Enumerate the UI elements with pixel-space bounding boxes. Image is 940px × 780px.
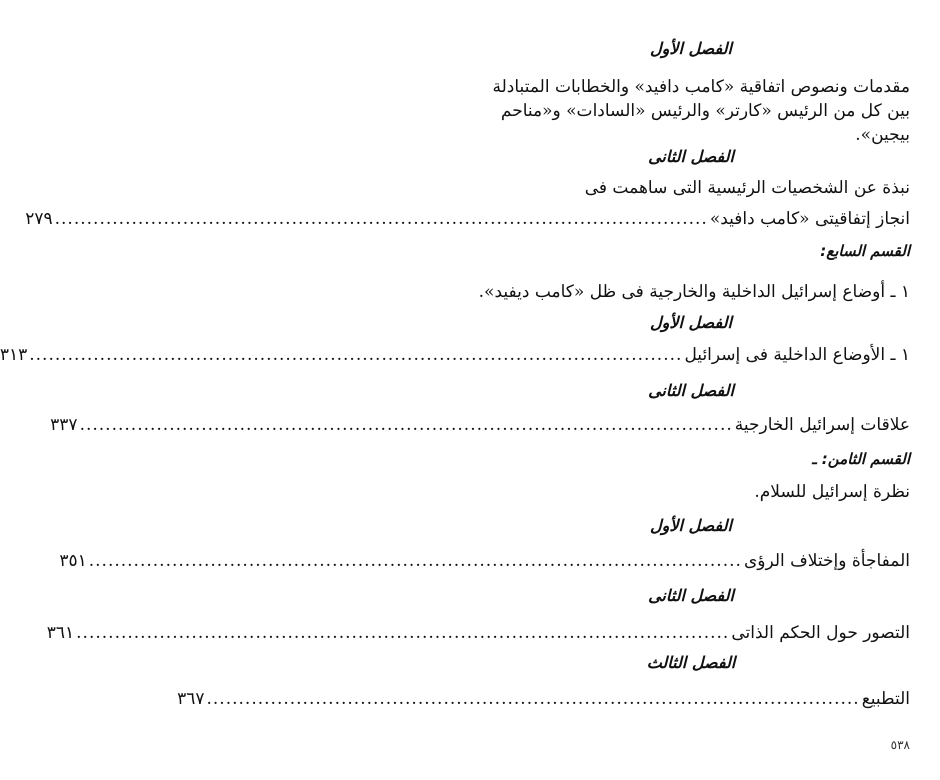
chapter-heading: الفصل الأول <box>650 516 732 535</box>
section-heading: القسم الثامن: ـ <box>812 450 910 468</box>
toc-entry-title: التصور حول الحكم الذاتى <box>731 623 910 643</box>
chapter-heading: الفصل الثانى <box>648 147 734 166</box>
chapter-heading: الفصل الثانى <box>648 381 734 400</box>
leader-dots: ...................................................................................................... <box>206 689 860 709</box>
leader-dots: ...................................................................................................... <box>88 551 742 571</box>
toc-entry <box>177 686 910 712</box>
toc-entry-title: علاقات إسرائيل الخارجية <box>734 415 910 435</box>
leader-dots: ...................................................................................................... <box>76 623 730 643</box>
chapter-heading: الفصل الأول <box>650 313 732 332</box>
conditions-paragraph: ١ ـ أوضاع إسرائيل الداخلية والخارجية فى ظل «كامب ديفيد». <box>478 282 910 302</box>
toc-entry-page: ٣٣٧ <box>50 415 78 435</box>
toc-entry <box>25 206 910 232</box>
toc-entry-page: ٢٧٩ <box>25 209 53 229</box>
page-number: ٥٣٨ <box>890 738 910 752</box>
toc-entry-page: ٣٦٧ <box>177 689 205 709</box>
toc-entry-title: ١ ـ الأوضاع الداخلية فى إسرائيل <box>684 345 910 365</box>
leader-dots: ...................................................................................................... <box>54 209 708 229</box>
toc-entry-page: ٣٦١ <box>46 623 75 643</box>
section-heading: القسم السابع: <box>820 242 910 260</box>
toc-entry-page: ٣٥١ <box>59 551 87 571</box>
intro-paragraph: مقدمات ونصوص اتفاقية «كامب دافيد» والخطابات المتبادلة بين كل من الرئيس «كارتر» والرئيس «السادات» و«مناحم بيجين». <box>492 77 910 145</box>
toc-entry-title: انجاز إتفاقيتى «كامب دافيد» <box>709 209 910 229</box>
toc-entry-title: التطبيع <box>861 689 910 709</box>
peace-paragraph: نظرة إسرائيل للسلام. <box>754 482 910 502</box>
toc-entry <box>46 620 910 646</box>
toc-entry-page: ٣١٣ <box>0 345 28 365</box>
chapter-heading: الفصل الثالث <box>646 653 736 672</box>
toc-entry-title: المفاجأة وإختلاف الرؤى <box>743 551 910 571</box>
figures-paragraph: نبذة عن الشخصيات الرئيسية التى ساهمت فى <box>584 178 910 198</box>
toc-entry <box>59 548 910 574</box>
leader-dots: ...................................................................................................... <box>79 415 733 435</box>
chapter-heading: الفصل الأول <box>650 39 732 58</box>
toc-entry <box>50 412 910 438</box>
toc-entry <box>0 342 910 368</box>
leader-dots: ...................................................................................................... <box>29 345 683 365</box>
chapter-heading: الفصل الثانى <box>648 586 734 605</box>
